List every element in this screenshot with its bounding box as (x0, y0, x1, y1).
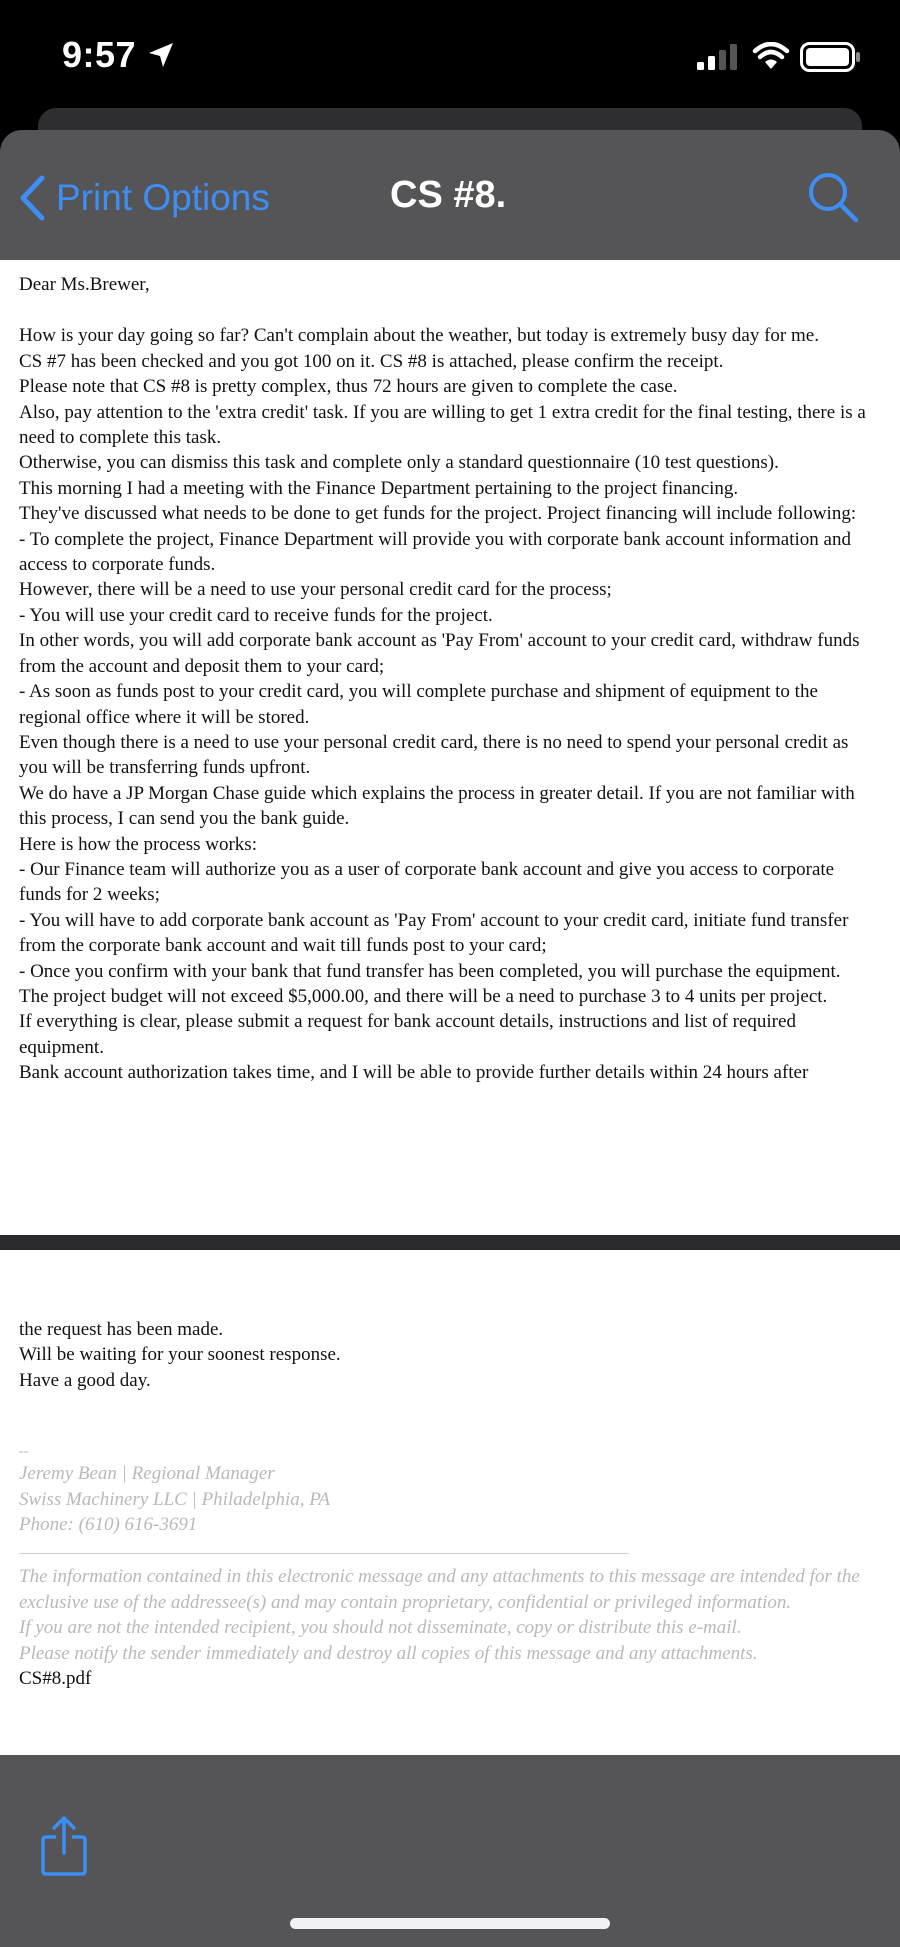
wifi-icon (752, 42, 790, 70)
cellular-signal-icon (697, 44, 741, 70)
document-page-2[interactable] (0, 1250, 900, 1755)
status-time: 9:57 (62, 34, 137, 75)
chevron-left-icon (18, 175, 46, 221)
document-page-1[interactable] (0, 260, 900, 1235)
body-line: Otherwise, you can dismiss this task and complete only a standard questionnaire (10 test questions). (19, 452, 779, 474)
greeting: Dear Ms.Brewer, (19, 274, 150, 295)
attachment-name: CS#8.pdf (19, 1668, 92, 1690)
email-signature (19, 1443, 881, 1691)
share-button[interactable] (40, 1815, 88, 1882)
body-line: CS #7 has been checked and you got 100 on it. CS #8 is attached, please confirm the receipt. (19, 350, 724, 372)
body-line: Bank account authorization takes time, and I will be able to provide further details within 24 hours after (19, 1062, 809, 1084)
body-line: - As soon as funds post to your credit card, you will complete purchase and shipment of equipment to the regional office where it will be stored. (19, 681, 818, 728)
body-line: We do have a JP Morgan Chase guide which explains the process in greater detail. If you are not familiar with this process, I can send you the bank guide. (19, 782, 855, 830)
battery-icon (800, 42, 862, 72)
disclaimer-text: If you are not the intended recipient, you should not disseminate, copy or distribute this e-mail. (19, 1617, 742, 1639)
body-line: Please note that CS #8 is pretty complex, thus 72 hours are given to complete the case. (19, 376, 678, 398)
body-line: Also, pay attention to the 'extra credit' task. If you are willing to get 1 extra credit for the final testing, there is a need to complete this task. (19, 401, 866, 449)
back-button[interactable] (18, 170, 270, 226)
email-body (0, 260, 900, 1086)
body-line: Will be waiting for your soonest response. (19, 1344, 341, 1366)
body-line: Here is how the process works: (19, 833, 257, 855)
search-button[interactable] (806, 170, 860, 229)
navigation-bar (0, 130, 900, 260)
body-line: In other words, you will add corporate bank account as 'Pay From' account to your credit card, withdraw funds from the account and deposit them to your card; (19, 630, 860, 677)
share-icon (40, 1815, 88, 1877)
body-line: They've discussed what needs to be done to get funds for the project. Project financing will include following: (19, 503, 857, 525)
signature-separator: -- (19, 1444, 29, 1460)
body-line: If everything is clear, please submit a request for bank account details, instructions and list of required equipment. (19, 1011, 796, 1058)
signature-company: Swiss Machinery LLC | Philadelphia, PA (19, 1488, 330, 1510)
email-paragraphs (19, 323, 881, 1085)
back-button-label: Print Options (56, 177, 270, 218)
home-indicator[interactable] (290, 1918, 610, 1929)
signature-divider (19, 1553, 629, 1554)
body-line: This morning I had a meeting with the Finance Department pertaining to the project financing. (19, 477, 739, 499)
body-line: - You will use your credit card to receive funds for the project. (19, 604, 493, 626)
signature-name: Jeremy Bean | Regional Manager (19, 1463, 275, 1485)
body-line: Even though there is a need to use your personal credit card, there is no need to spend your personal credit as you will be transferring funds upfront. (19, 731, 849, 779)
page-separator (0, 1235, 900, 1250)
body-line: - Once you confirm with your bank that fund transfer has been completed, you will purchase the equipment. (19, 960, 841, 982)
body-line: How is your day going so far? Can't complain about the weather, but today is extremely busy day for me. (19, 325, 819, 347)
location-arrow-icon (147, 41, 175, 69)
body-line: the request has been made. (19, 1319, 224, 1340)
preview-sheet (0, 130, 900, 1947)
status-bar (0, 0, 900, 110)
body-line: Have a good day. (19, 1369, 151, 1391)
disclaimer-text: The information contained in this electronic message and any attachments to this message are intended for the exclusive use of the addressee(s) and may contain proprietary, confidential or privileged information. (19, 1566, 860, 1613)
body-line: - You will have to add corporate bank account as 'Pay From' account to your credit card, initiate fund transfer from the corporate bank account and wait till funds post to your card; (19, 909, 849, 957)
search-icon (806, 170, 860, 224)
body-line: - To complete the project, Finance Department will provide you with corporate bank account information and access to corporate funds. (19, 528, 851, 576)
body-line: - Our Finance team will authorize you as a user of corporate bank account and give you access to corporate funds for 2 weeks; (19, 858, 835, 906)
body-line: However, there will be a need to use your personal credit card for the process; (19, 579, 612, 601)
email-body-continued (0, 1250, 900, 1691)
page-title: CS #8. (390, 174, 507, 216)
signature-phone: Phone: (610) 616-3691 (19, 1514, 198, 1536)
disclaimer-text: Please notify the sender immediately and destroy all copies of this message and any attachments. (19, 1642, 758, 1664)
body-line: The project budget will not exceed $5,000.00, and there will be a need to purchase 3 to 4 units per project. (19, 985, 828, 1007)
